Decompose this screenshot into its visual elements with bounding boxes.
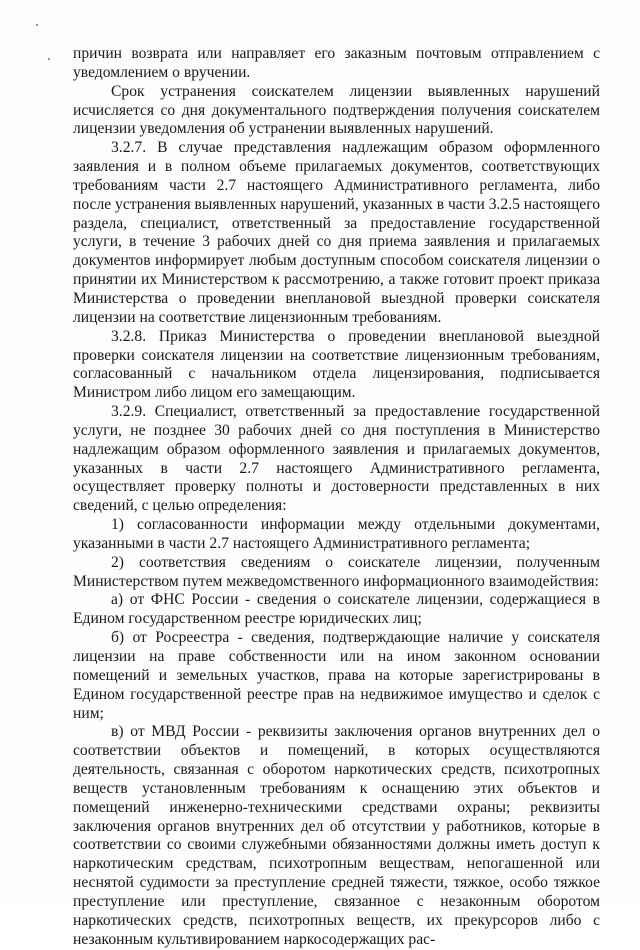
paragraph-deadline: Срок устранения соискателем лицензии выявленных нарушений исчисляется со дня документального подтверждения получения соискателем лицензии уведомления об устранении выявленных нарушений. [73, 82, 600, 138]
paragraph-3-2-8: 3.2.8. Приказ Министерства о проведении внеплановой выездной проверки соискателя лицензии на соответствие лицензионным требованиям, согласованный с начальником отдела лицензирования, подписывается Министром либо лицом его замещающим. [73, 327, 600, 402]
scan-speck [36, 24, 38, 26]
list-item-v: в) от МВД России - реквизиты заключения органов внутренних дел о соответствии объектов и помещений, в которых осуществляются деятельность, связанная с оборотом наркотических средств, психотропных веществ установленным требованиям к оснащению этих объектов и помещений инженерно-техническими средствами охраны; реквизиты заключения органов внутренних дел об отсутствии у работников, которые в соответствии со своими служебными обязанностями должны иметь доступ к наркотическим средствам, психотропным веществам, непогашенной или неснятой судимости за преступление средней тяжести, тяжкое, особо тяжкое преступление или преступление, связанное с незаконным оборотом наркотических средств, психотропных веществ, их прекурсоров либо с незаконным культивированием наркосодержащих рас- [73, 723, 600, 948]
document-body [73, 45, 600, 950]
paragraph-continuation: причин возврата или направляет его заказным почтовым отправлением с уведомлением о вручении. [73, 45, 600, 81]
scan-speck [48, 58, 50, 60]
paragraph-3-2-9: 3.2.9. Специалист, ответственный за предоставление государственной услуги, не позднее 30 рабочих дней со дня поступления в Министерство надлежащим образом оформленного заявления и прилагаемых документов, указанных в части 2.7 настоящего Административного регламента, осуществляет проверку полноты и достоверности представленных в них сведений, с целью определения: [73, 403, 600, 515]
list-item-b: б) от Росреестра - сведения, подтверждающие наличие у соискателя лицензии на праве собственности или на ином законном основании помещений и земельных участков, права на которые зарегистрированы в Едином государственной реестре прав на недвижимое имущество и сделок с ним; [73, 629, 600, 722]
list-item-1: 1) согласованности информации между отдельными документами, указанными в части 2.7 настоящего Административного регламента; [73, 516, 600, 552]
paragraph-3-2-7: 3.2.7. В случае представления надлежащим образом оформленного заявления и в полном объеме прилагаемых документов, соответствующих требованиям части 2.7 настоящего Административного регламента, либо после устранения выявленных нарушений, указанных в части 3.2.5 настоящего раздела, специалист, ответственный за предоставление государственной услуги, в течение 3 рабочих дней со дня приема заявления и прилагаемых документов информирует любым доступным способом соискателя лицензии о принятии их Министерством к рассмотрению, а также готовит проект приказа Министерства о проведении внеплановой выездной проверки соискателя лицензии на соответствие лицензионным требованиям. [73, 139, 600, 326]
list-item-2: 2) соответствия сведениям о соискателе лицензии, полученным Министерством путем межведомственного информационного взаимодействия: [73, 553, 600, 590]
list-item-a: а) от ФНС России - сведения о соискателе лицензии, содержащиеся в Едином государственном реестре юридических лиц; [73, 591, 600, 628]
